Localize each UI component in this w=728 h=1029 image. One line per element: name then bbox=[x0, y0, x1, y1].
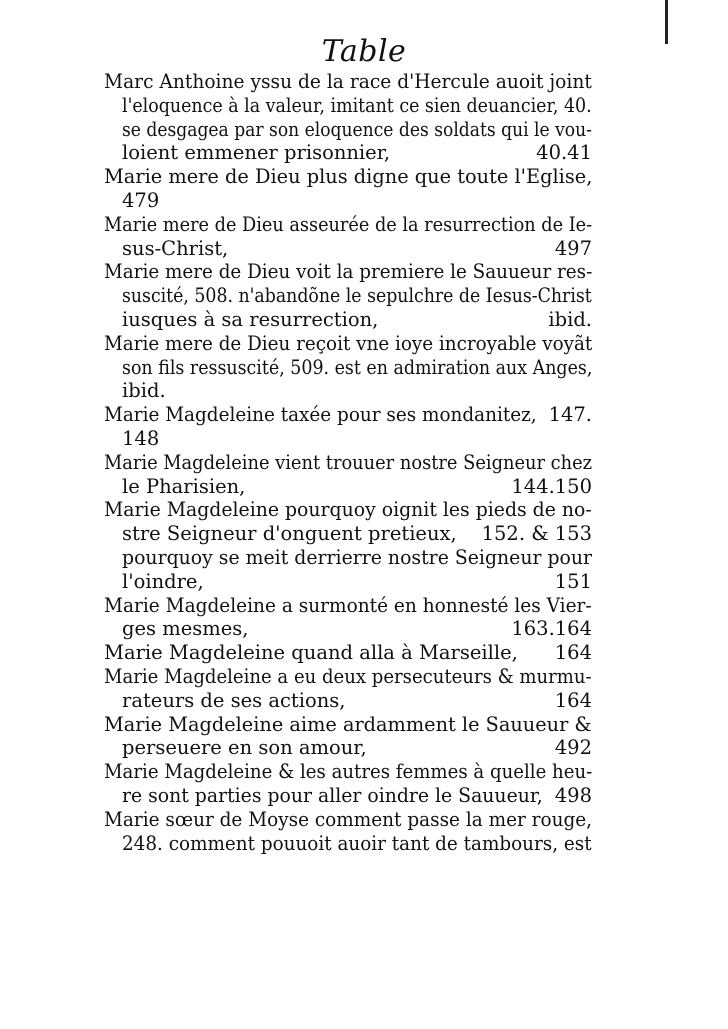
index-line bbox=[104, 213, 592, 237]
index-line bbox=[104, 689, 592, 713]
index-line bbox=[104, 379, 592, 403]
index-line bbox=[104, 522, 592, 546]
index-line bbox=[104, 498, 592, 522]
index-page-ref: 164 bbox=[554, 641, 592, 665]
index-line-text: perseuere en son amour, bbox=[122, 736, 367, 760]
index-line-text: 479 bbox=[122, 188, 160, 212]
index-line bbox=[104, 570, 592, 594]
index-line-text: sus-Christ, bbox=[122, 236, 229, 260]
index-line-text: son fils ressuscité, 509. est en admiration aux Anges, bbox=[122, 355, 593, 379]
index-line bbox=[104, 451, 592, 475]
index-page-ref: 144.150 bbox=[511, 474, 592, 498]
index-line-text: Marie mere de Dieu voit la premiere le Sauueur res- bbox=[104, 260, 593, 284]
index-page-ref: 147. bbox=[548, 403, 592, 427]
index-line bbox=[104, 617, 592, 641]
index-line-text: Marie Magdeleine a surmonté en honnesté les Vier- bbox=[104, 593, 592, 617]
index-line bbox=[104, 165, 592, 189]
index-line-text: Marie Magdeleine quand alla à Marseille, bbox=[104, 641, 518, 665]
page-header: Table bbox=[321, 34, 407, 69]
index-line bbox=[104, 70, 592, 94]
index-line bbox=[104, 332, 592, 356]
index-line bbox=[104, 713, 592, 737]
index-line-text: Marie mere de Dieu asseurée de la resurrection de Ie- bbox=[104, 212, 593, 236]
index-line-text: suscité, 508. n'abandõne le sepulchre de Iesus-Christ bbox=[122, 284, 592, 308]
index-line-text: Marc Anthoine yssu de la race d'Hercule auoit joint bbox=[104, 70, 592, 93]
index-line-text: Marie sœur de Moyse comment passe la mer rouge, bbox=[104, 807, 593, 831]
index-line bbox=[104, 141, 592, 165]
index-line bbox=[104, 403, 592, 427]
index-line-text: l'oindre, bbox=[122, 569, 204, 593]
index-line-text: Marie Magdeleine vient trouuer nostre Seigneur chez bbox=[104, 450, 593, 474]
index-line bbox=[104, 546, 592, 570]
index-line bbox=[104, 594, 592, 618]
index-line-text: iusques à sa resurrection, bbox=[122, 307, 379, 331]
index-page-ref: 498 bbox=[554, 783, 592, 807]
index-line-text: pourquoy se meit derrierre nostre Seigneur pour bbox=[122, 545, 593, 569]
index-line-text: Marie Magdeleine aime ardamment le Sauueur & bbox=[104, 712, 592, 736]
index-line bbox=[104, 237, 592, 261]
index-line bbox=[104, 736, 592, 760]
index-line-text: re sont parties pour aller oindre le Sauueur, bbox=[122, 783, 543, 807]
index-line-text: Marie mere de Dieu reçoit vne ioye incroyable voyãt bbox=[104, 331, 593, 355]
index-line bbox=[104, 189, 592, 213]
index-line-text: ibid. bbox=[122, 379, 166, 403]
index-line bbox=[104, 808, 592, 832]
index-line-text: loient emmener prisonnier, bbox=[122, 141, 391, 165]
index-line bbox=[104, 356, 592, 380]
index-line bbox=[104, 260, 592, 284]
index-line-text: 248. comment pouuoit auoir tant de tambours, est bbox=[122, 831, 592, 855]
index-line-text: stre Seigneur d'onguent pretieux, bbox=[122, 522, 457, 546]
index-line bbox=[104, 784, 592, 808]
index-line bbox=[104, 832, 592, 856]
index-page-ref: 164 bbox=[554, 688, 592, 712]
index-page-ref: 492 bbox=[554, 736, 592, 760]
index-line-text: rateurs de ses actions, bbox=[122, 688, 346, 712]
index-line-text: 148 bbox=[122, 426, 160, 450]
index-entries bbox=[104, 70, 592, 855]
index-line-text: l'eloquence à la valeur, imitant ce sien deuancier, 40. bbox=[122, 93, 592, 117]
index-line bbox=[104, 475, 592, 499]
index-line-text: ges mesmes, bbox=[122, 617, 249, 641]
index-line bbox=[104, 308, 592, 332]
index-page-ref: 152. & 153 bbox=[481, 522, 592, 546]
index-line bbox=[104, 118, 592, 142]
index-line bbox=[104, 284, 592, 308]
index-line bbox=[104, 427, 592, 451]
index-line bbox=[104, 665, 592, 689]
index-page-ref: 40.41 bbox=[536, 141, 592, 165]
index-line bbox=[104, 641, 592, 665]
index-line bbox=[104, 94, 592, 118]
index-line-text: Marie Magdeleine pourquoy oignit les pieds de no- bbox=[104, 498, 592, 522]
index-page-ref: 151 bbox=[554, 569, 592, 593]
index-page-ref: 163.164 bbox=[511, 617, 592, 641]
index-line-text: Marie mere de Dieu plus digne que toute l'Eglise, bbox=[104, 165, 593, 189]
index-page-ref: ibid. bbox=[548, 307, 592, 331]
index-line-text: Marie Magdeleine & les autres femmes à quelle heu- bbox=[104, 760, 593, 784]
index-line-text: Marie Magdeleine taxée pour ses mondanitez, bbox=[104, 403, 537, 427]
index-line bbox=[104, 760, 592, 784]
index-line-text: se desgagea par son eloquence des soldats qui le vou- bbox=[122, 117, 592, 141]
index-line-text: le Pharisien, bbox=[122, 474, 246, 498]
index-page-ref: 497 bbox=[554, 236, 592, 260]
index-line-text: Marie Magdeleine a eu deux persecuteurs & murmu- bbox=[104, 664, 592, 688]
